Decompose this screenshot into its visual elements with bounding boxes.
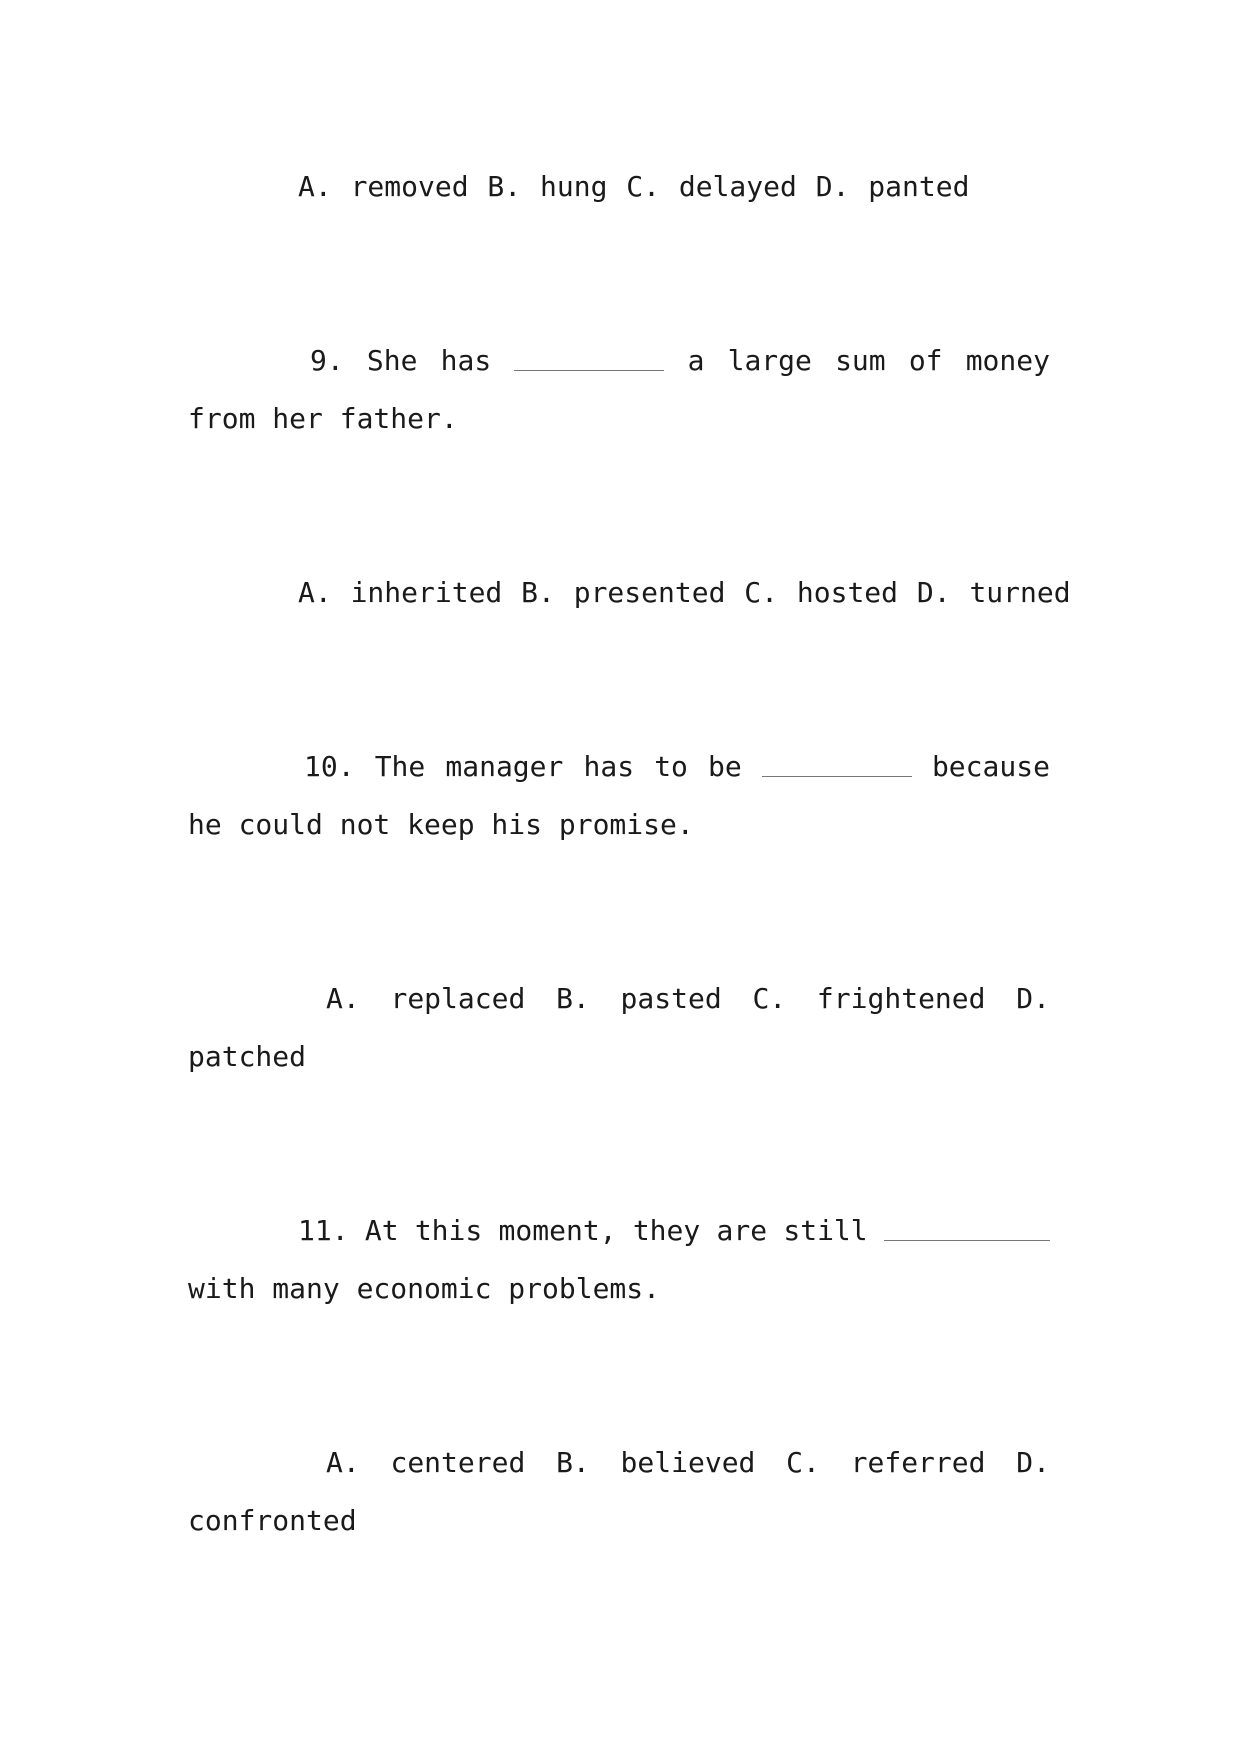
q10-word: be: [708, 750, 742, 783]
q11-option-letter: A.: [326, 1446, 360, 1479]
q11-word: this: [414, 1214, 483, 1247]
q9-word: large: [727, 344, 812, 377]
q10-word: to: [654, 750, 688, 783]
q11-option-word: believed: [620, 1446, 756, 1479]
q8-options: [188, 158, 1050, 216]
q10-option-word: replaced: [390, 982, 526, 1015]
q10-option-word: pasted: [620, 982, 722, 1015]
q11-options: [188, 1434, 1050, 1550]
q10-word: manager: [445, 750, 564, 783]
q11-option-word: centered: [390, 1446, 526, 1479]
q11-options-line2: confronted: [188, 1504, 357, 1537]
q10-blank: [762, 746, 912, 777]
q9-options-text: A. inherited B. presented C. hosted D. turned: [298, 576, 1071, 609]
q11-option-letter: B.: [556, 1446, 590, 1479]
q9-word: has: [440, 344, 492, 377]
q11-option-word: referred: [850, 1446, 986, 1479]
q11-stem: [188, 1202, 1050, 1318]
q10-stem: [188, 738, 1050, 854]
q11-number: 11.: [298, 1214, 349, 1247]
q8-options-text: A. removed B. hung C. delayed D. panted: [298, 170, 970, 203]
q11-word: At: [364, 1214, 399, 1247]
q9-word: money: [965, 344, 1050, 377]
q10-word: The: [374, 750, 426, 783]
q10-option-letter: A.: [326, 982, 360, 1015]
q10-option-word: frightened: [816, 982, 986, 1015]
q9-stem: [188, 332, 1050, 448]
q9-number: 9.: [310, 344, 344, 377]
q10-word: because: [931, 750, 1050, 783]
q10-stem-line2: he could not keep his promise.: [188, 808, 694, 841]
q11-option-letter: C.: [786, 1446, 820, 1479]
q11-option-letter: D.: [1016, 1446, 1050, 1479]
q10-number: 10.: [304, 750, 355, 783]
q9-blank: [514, 340, 664, 371]
q11-word: still: [783, 1214, 868, 1247]
q9-word: She: [366, 344, 418, 377]
q11-stem-line2: with many economic problems.: [188, 1272, 661, 1305]
q10-option-letter: D.: [1016, 982, 1050, 1015]
q9-word: of: [908, 344, 943, 377]
q10-options: [188, 970, 1050, 1086]
q9-word: a: [687, 344, 705, 377]
q11-word: they: [632, 1214, 701, 1247]
q11-word: are: [716, 1214, 768, 1247]
q10-options-line2: patched: [188, 1040, 307, 1073]
q10-word: has: [583, 750, 635, 783]
q9-word: sum: [835, 344, 886, 377]
q11-blank: [884, 1210, 1050, 1241]
q9-stem-line2: from her father.: [188, 402, 458, 435]
q9-options: [188, 564, 1071, 622]
q11-word: moment,: [498, 1214, 617, 1247]
q10-option-letter: B.: [556, 982, 590, 1015]
q10-option-letter: C.: [752, 982, 787, 1015]
